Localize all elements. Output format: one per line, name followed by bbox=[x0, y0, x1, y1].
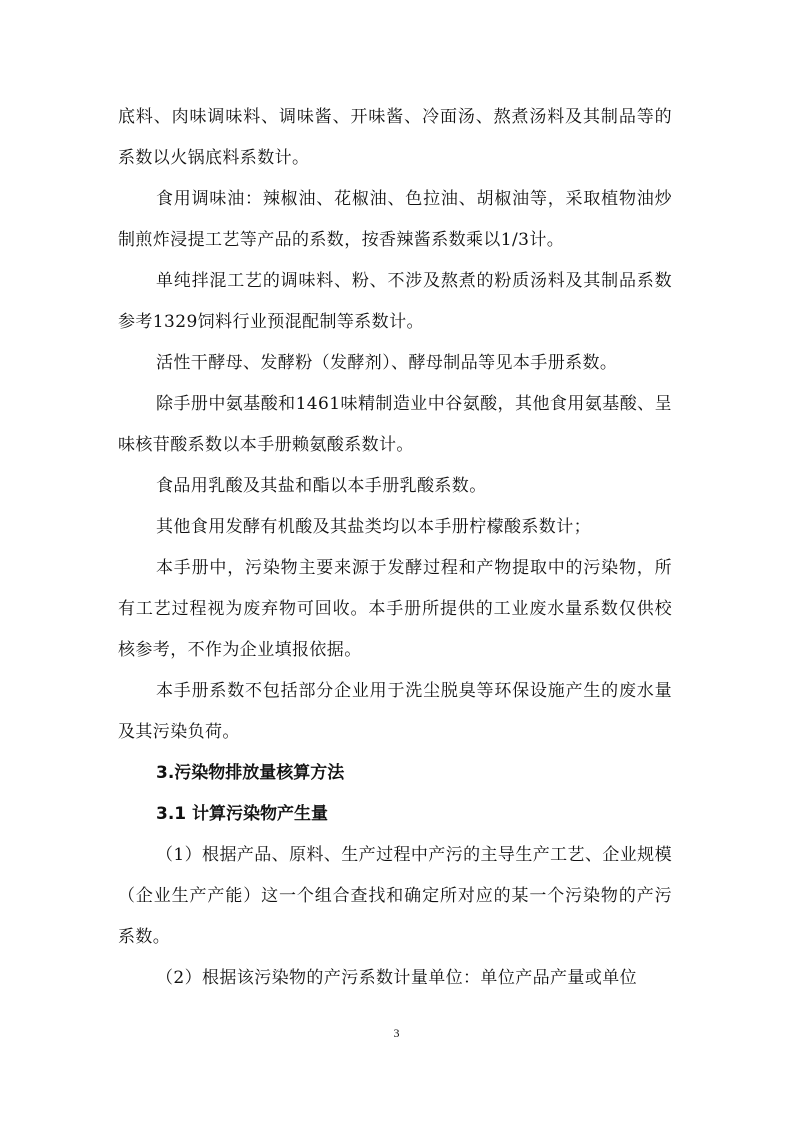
paragraph-hotpot-base: 底料、肉味调味料、调味酱、开味酱、冷面汤、熬煮汤料及其制品等的系数以火锅底料系数计。 bbox=[118, 107, 672, 168]
paragraph-amino-acid: 除手册中氨基酸和1461味精制造业中谷氨酸，其他食用氨基酸、呈味核苷酸系数以本手册赖氨酸系数计。 bbox=[118, 394, 672, 455]
paragraph-yeast: 活性干酵母、发酵粉（发酵剂）、酵母制品等见本手册系数。 bbox=[156, 353, 618, 373]
paragraph-pollutant-source: 本手册中，污染物主要来源于发酵过程和产物提取中的污染物，所有工艺过程视为废弃物可回收。本手册所提供的工业废水量系数仅供校核参考，不作为企业填报依据。 bbox=[118, 558, 672, 660]
paragraph-organic-acid: 其他食用发酵有机酸及其盐类均以本手册柠檬酸系数计； bbox=[156, 517, 591, 537]
paragraph-seasoning-oil: 食用调味油：辣椒油、花椒油、色拉油、胡椒油等，采取植物油炒制煎炸浸提工艺等产品的系数，按香辣酱系数乘以1/3计。 bbox=[118, 189, 672, 250]
step-1: （1）根据产品、原料、生产过程中产污的主导生产工艺、企业规模（企业生产产能）这一个组合查找和确定所对应的某一个污染物的产污系数。 bbox=[118, 845, 672, 947]
section-heading-3: 3.污染物排放量核算方法 bbox=[156, 763, 345, 783]
step-2: （2）根据该污染物的产污系数计量单位：单位产品产量或单位 bbox=[156, 968, 638, 988]
paragraph-exclusion: 本手册系数不包括部分企业用于洗尘脱臭等环保设施产生的废水量及其污染负荷。 bbox=[118, 681, 672, 742]
paragraph-lactic-acid: 食品用乳酸及其盐和酯以本手册乳酸系数。 bbox=[156, 476, 487, 496]
paragraph-mixing-process: 单纯拌混工艺的调味料、粉、不涉及熬煮的粉质汤料及其制品系数参考1329饲料行业预混配制等系数计。 bbox=[118, 271, 672, 332]
page-number: 3 bbox=[393, 1026, 400, 1040]
section-heading-3-1: 3.1 计算污染物产生量 bbox=[156, 804, 329, 824]
